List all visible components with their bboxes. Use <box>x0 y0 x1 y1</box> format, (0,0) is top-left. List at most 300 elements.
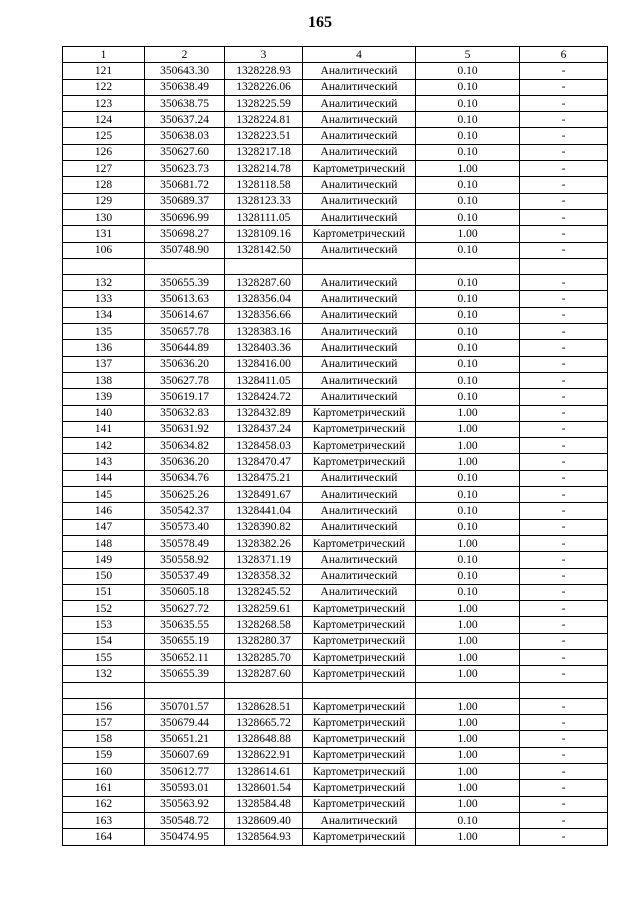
table-cell: 140 <box>63 405 145 421</box>
table-cell: - <box>520 633 608 649</box>
table-cell: 350631.92 <box>145 421 225 437</box>
table-cell: - <box>520 470 608 486</box>
table-cell: 1328214.78 <box>225 161 303 177</box>
table-cell: Картометрический <box>303 780 416 796</box>
table-cell <box>63 258 145 274</box>
table-cell: 0.10 <box>416 812 520 828</box>
table-cell: 147 <box>63 519 145 535</box>
table-cell: 1328491.67 <box>225 487 303 503</box>
table-cell: 350632.83 <box>145 405 225 421</box>
table-cell: 1.00 <box>416 698 520 714</box>
table-row <box>63 193 608 209</box>
table-cell: 350627.72 <box>145 601 225 617</box>
table-cell: 1328142.50 <box>225 242 303 258</box>
table-cell: 1328609.40 <box>225 812 303 828</box>
table-cell: 156 <box>63 698 145 714</box>
table-cell <box>63 682 145 698</box>
table-cell: Аналитический <box>303 552 416 568</box>
table-cell: 350701.57 <box>145 698 225 714</box>
table-row <box>63 226 608 242</box>
table-cell: - <box>520 780 608 796</box>
table-cell: Аналитический <box>303 144 416 160</box>
table-cell: 0.10 <box>416 112 520 128</box>
table-cell: 350607.69 <box>145 747 225 763</box>
table-cell: - <box>520 209 608 225</box>
table-cell: Аналитический <box>303 291 416 307</box>
table-cell: 146 <box>63 503 145 519</box>
table-cell: Аналитический <box>303 128 416 144</box>
table-cell: 0.10 <box>416 584 520 600</box>
table-cell: Картометрический <box>303 405 416 421</box>
table-cell: - <box>520 812 608 828</box>
table-cell: 1328224.81 <box>225 112 303 128</box>
table-cell: 151 <box>63 584 145 600</box>
table-cell: 350605.18 <box>145 584 225 600</box>
table-row <box>63 177 608 193</box>
table-cell: 350651.21 <box>145 731 225 747</box>
table-cell: 158 <box>63 731 145 747</box>
table-row <box>63 209 608 225</box>
table-cell: 1328458.03 <box>225 438 303 454</box>
table-cell: 145 <box>63 487 145 503</box>
table-cell: - <box>520 454 608 470</box>
table-cell: Картометрический <box>303 438 416 454</box>
table-cell: 0.10 <box>416 470 520 486</box>
table-cell: 0.10 <box>416 372 520 388</box>
column-header: 6 <box>520 47 608 63</box>
table-cell: 106 <box>63 242 145 258</box>
table-cell: 350625.26 <box>145 487 225 503</box>
table-cell: 350644.89 <box>145 340 225 356</box>
table-cell: 350614.67 <box>145 307 225 323</box>
table-row <box>63 780 608 796</box>
table-cell: - <box>520 405 608 421</box>
table-cell: 0.10 <box>416 519 520 535</box>
table-cell: Аналитический <box>303 79 416 95</box>
table-cell: 350634.76 <box>145 470 225 486</box>
table-row <box>63 764 608 780</box>
table-cell: 1.00 <box>416 764 520 780</box>
table-cell: - <box>520 698 608 714</box>
table-cell: - <box>520 275 608 291</box>
table-cell: 1328411.05 <box>225 372 303 388</box>
table-cell: 124 <box>63 112 145 128</box>
table-cell: 1328111.05 <box>225 209 303 225</box>
table-cell: 1328123.33 <box>225 193 303 209</box>
table-row <box>63 503 608 519</box>
table-row <box>63 682 608 698</box>
table-cell: 1.00 <box>416 633 520 649</box>
table-body <box>63 63 608 845</box>
table-cell: 161 <box>63 780 145 796</box>
table-row <box>63 161 608 177</box>
table-cell: 350698.27 <box>145 226 225 242</box>
table-cell: 152 <box>63 601 145 617</box>
table-cell: 1.00 <box>416 161 520 177</box>
table-cell: 130 <box>63 209 145 225</box>
table-cell: Картометрический <box>303 764 416 780</box>
table-cell: 1.00 <box>416 666 520 682</box>
table-cell: 1328424.72 <box>225 389 303 405</box>
table-cell: Картометрический <box>303 731 416 747</box>
table-row <box>63 291 608 307</box>
table-cell: 350635.55 <box>145 617 225 633</box>
table-cell: Аналитический <box>303 324 416 340</box>
table-cell: - <box>520 226 608 242</box>
table-cell: Картометрический <box>303 226 416 242</box>
table-cell: 350613.63 <box>145 291 225 307</box>
table-cell: Аналитический <box>303 812 416 828</box>
table-cell: 149 <box>63 552 145 568</box>
table-cell: 1328437.24 <box>225 421 303 437</box>
table-cell: 1328564.93 <box>225 829 303 845</box>
table-row <box>63 421 608 437</box>
table-cell: 1328285.70 <box>225 649 303 665</box>
table-cell: Аналитический <box>303 389 416 405</box>
table-cell: 136 <box>63 340 145 356</box>
table-cell: Картометрический <box>303 617 416 633</box>
table-cell: 1328584.48 <box>225 796 303 812</box>
table-cell: 1328371.19 <box>225 552 303 568</box>
table-cell: 153 <box>63 617 145 633</box>
table-cell: 1328432.89 <box>225 405 303 421</box>
table-row <box>63 79 608 95</box>
table-cell: - <box>520 731 608 747</box>
table-cell: 0.10 <box>416 242 520 258</box>
table-cell: 0.10 <box>416 340 520 356</box>
table-cell: 0.10 <box>416 307 520 323</box>
table-row <box>63 356 608 372</box>
table-row <box>63 829 608 845</box>
table-cell: - <box>520 764 608 780</box>
table-cell: - <box>520 796 608 812</box>
table-cell: 1.00 <box>416 421 520 437</box>
table-cell: 133 <box>63 291 145 307</box>
table-cell: Картометрический <box>303 796 416 812</box>
table-cell: Аналитический <box>303 372 416 388</box>
table-cell: 0.10 <box>416 568 520 584</box>
table-cell: 350638.03 <box>145 128 225 144</box>
table-cell: 0.10 <box>416 144 520 160</box>
table-cell: - <box>520 535 608 551</box>
table-cell: - <box>520 128 608 144</box>
table-cell: - <box>520 421 608 437</box>
table-cell: 1328622.91 <box>225 747 303 763</box>
table-cell <box>520 682 608 698</box>
table-cell: 350537.49 <box>145 568 225 584</box>
table-cell: 350542.37 <box>145 503 225 519</box>
table-cell: Картометрический <box>303 454 416 470</box>
table-cell: 1328382.26 <box>225 535 303 551</box>
table-cell: 1328358.32 <box>225 568 303 584</box>
table-cell: 162 <box>63 796 145 812</box>
table-cell: - <box>520 503 608 519</box>
table-cell: 350627.78 <box>145 372 225 388</box>
table-cell: - <box>520 666 608 682</box>
table-row <box>63 796 608 812</box>
table-row <box>63 258 608 274</box>
table-cell: 1328470.47 <box>225 454 303 470</box>
table-row <box>63 470 608 486</box>
table-cell: 1.00 <box>416 226 520 242</box>
table-cell: - <box>520 568 608 584</box>
table-cell: 164 <box>63 829 145 845</box>
table-cell: 350643.30 <box>145 63 225 79</box>
column-header: 4 <box>303 47 416 63</box>
table-cell: - <box>520 193 608 209</box>
table-row <box>63 535 608 551</box>
table-cell <box>145 682 225 698</box>
table-row <box>63 747 608 763</box>
table-cell: 1328268.58 <box>225 617 303 633</box>
table-cell: Картометрический <box>303 601 416 617</box>
table-row <box>63 568 608 584</box>
table-cell: 128 <box>63 177 145 193</box>
table-cell: Аналитический <box>303 487 416 503</box>
table-cell: 1328225.59 <box>225 95 303 111</box>
table-cell: 1.00 <box>416 438 520 454</box>
table-cell: 350558.92 <box>145 552 225 568</box>
column-header: 5 <box>416 47 520 63</box>
table-cell: Картометрический <box>303 421 416 437</box>
table-cell: - <box>520 307 608 323</box>
table-cell: 1.00 <box>416 796 520 812</box>
table-row <box>63 242 608 258</box>
table-cell: 121 <box>63 63 145 79</box>
table-cell: Картометрический <box>303 535 416 551</box>
table-cell: 135 <box>63 324 145 340</box>
table-cell: Аналитический <box>303 95 416 111</box>
table-cell: 1.00 <box>416 780 520 796</box>
table-cell: - <box>520 356 608 372</box>
table-cell: Аналитический <box>303 356 416 372</box>
table-cell: 1.00 <box>416 731 520 747</box>
table-cell: 1.00 <box>416 617 520 633</box>
table-cell: Картометрический <box>303 715 416 731</box>
table-cell: Картометрический <box>303 161 416 177</box>
table-cell: 0.10 <box>416 79 520 95</box>
column-header: 1 <box>63 47 145 63</box>
table-cell <box>416 682 520 698</box>
table-cell: Аналитический <box>303 503 416 519</box>
table-cell: 154 <box>63 633 145 649</box>
table-cell: 137 <box>63 356 145 372</box>
table-cell: 0.10 <box>416 128 520 144</box>
table-row <box>63 731 608 747</box>
table-cell: 144 <box>63 470 145 486</box>
table-cell: Аналитический <box>303 568 416 584</box>
table-row <box>63 519 608 535</box>
table-cell: Аналитический <box>303 177 416 193</box>
table-cell: 1.00 <box>416 454 520 470</box>
table-cell: 1328601.54 <box>225 780 303 796</box>
table-cell: 1328628.51 <box>225 698 303 714</box>
table-cell: 142 <box>63 438 145 454</box>
table-row <box>63 389 608 405</box>
table-cell: 131 <box>63 226 145 242</box>
table-cell: 1328648.88 <box>225 731 303 747</box>
table-row <box>63 128 608 144</box>
table-cell: 350619.17 <box>145 389 225 405</box>
table-cell: Аналитический <box>303 242 416 258</box>
table-cell: 0.10 <box>416 503 520 519</box>
table-cell: 1328259.61 <box>225 601 303 617</box>
table-cell: 350563.92 <box>145 796 225 812</box>
table-row <box>63 63 608 79</box>
table-cell: Аналитический <box>303 519 416 535</box>
table-cell: 157 <box>63 715 145 731</box>
table-cell: - <box>520 161 608 177</box>
table-row <box>63 307 608 323</box>
table-cell: 350578.49 <box>145 535 225 551</box>
table-row <box>63 112 608 128</box>
table-cell: 350689.37 <box>145 193 225 209</box>
table-cell: 1328614.61 <box>225 764 303 780</box>
table-cell: 1328416.00 <box>225 356 303 372</box>
table-cell: 1.00 <box>416 829 520 845</box>
table-cell <box>303 682 416 698</box>
table-cell: Картометрический <box>303 747 416 763</box>
table-cell: - <box>520 291 608 307</box>
table-cell: - <box>520 144 608 160</box>
table-cell: Аналитический <box>303 63 416 79</box>
table-cell: 148 <box>63 535 145 551</box>
table-cell: 1328356.66 <box>225 307 303 323</box>
table-row <box>63 552 608 568</box>
table-cell: 139 <box>63 389 145 405</box>
table-cell: 350657.78 <box>145 324 225 340</box>
table-cell: 350634.82 <box>145 438 225 454</box>
table-cell: - <box>520 79 608 95</box>
table-row <box>63 324 608 340</box>
table-cell: 1328441.04 <box>225 503 303 519</box>
table-row <box>63 95 608 111</box>
table-cell: 1.00 <box>416 405 520 421</box>
table-row <box>63 617 608 633</box>
table-cell: 1328356.04 <box>225 291 303 307</box>
table-cell: 1328665.72 <box>225 715 303 731</box>
table-cell: Аналитический <box>303 307 416 323</box>
column-header: 2 <box>145 47 225 63</box>
table-cell: 1.00 <box>416 535 520 551</box>
table-cell <box>145 258 225 274</box>
table-cell: Аналитический <box>303 470 416 486</box>
table-cell <box>303 258 416 274</box>
table-cell <box>225 682 303 698</box>
table-cell: 1328109.16 <box>225 226 303 242</box>
table-cell: 350638.75 <box>145 95 225 111</box>
table-cell: - <box>520 95 608 111</box>
table-cell: - <box>520 552 608 568</box>
table-cell: 159 <box>63 747 145 763</box>
table-cell: 1328280.37 <box>225 633 303 649</box>
coordinates-table <box>62 46 608 846</box>
page-number: 165 <box>308 14 332 31</box>
table-row <box>63 812 608 828</box>
column-header: 3 <box>225 47 303 63</box>
table-cell: - <box>520 617 608 633</box>
table-cell: 350655.19 <box>145 633 225 649</box>
table-cell: 1.00 <box>416 747 520 763</box>
table-cell: 123 <box>63 95 145 111</box>
table-row <box>63 487 608 503</box>
table-cell: 350696.99 <box>145 209 225 225</box>
table-cell: 1328118.58 <box>225 177 303 193</box>
table-cell: 0.10 <box>416 177 520 193</box>
table-cell: 1328217.18 <box>225 144 303 160</box>
table-cell: Картометрический <box>303 649 416 665</box>
table-cell: 350548.72 <box>145 812 225 828</box>
table-cell <box>520 258 608 274</box>
table-cell: Аналитический <box>303 193 416 209</box>
table-cell: 350612.77 <box>145 764 225 780</box>
table-cell: 160 <box>63 764 145 780</box>
table-cell: 125 <box>63 128 145 144</box>
table-cell: 132 <box>63 666 145 682</box>
table-header-row <box>63 47 608 63</box>
table-cell: - <box>520 649 608 665</box>
table-cell: 129 <box>63 193 145 209</box>
table-cell: 1.00 <box>416 601 520 617</box>
table-cell: 0.10 <box>416 209 520 225</box>
table-cell: 122 <box>63 79 145 95</box>
table-row <box>63 698 608 714</box>
table-cell: 350636.20 <box>145 454 225 470</box>
table-cell: 350679.44 <box>145 715 225 731</box>
table-cell: 1328245.52 <box>225 584 303 600</box>
table-cell: - <box>520 747 608 763</box>
table-cell: - <box>520 438 608 454</box>
table-row <box>63 649 608 665</box>
table-cell: 1.00 <box>416 715 520 731</box>
table-cell: - <box>520 112 608 128</box>
table-cell: 350681.72 <box>145 177 225 193</box>
table-cell: 1328383.16 <box>225 324 303 340</box>
table-cell: - <box>520 340 608 356</box>
table-cell: 0.10 <box>416 95 520 111</box>
table-cell: 1328390.82 <box>225 519 303 535</box>
table-cell: 350623.73 <box>145 161 225 177</box>
table-cell: 0.10 <box>416 356 520 372</box>
table-cell: - <box>520 242 608 258</box>
table-cell: 1328287.60 <box>225 275 303 291</box>
table-cell: 350627.60 <box>145 144 225 160</box>
table-cell: 138 <box>63 372 145 388</box>
table-cell: 0.10 <box>416 63 520 79</box>
table-cell: 350748.90 <box>145 242 225 258</box>
table-row <box>63 715 608 731</box>
table-cell: 0.10 <box>416 324 520 340</box>
table-cell: - <box>520 829 608 845</box>
table-row <box>63 405 608 421</box>
table-cell: - <box>520 389 608 405</box>
table-cell: 0.10 <box>416 275 520 291</box>
table-row <box>63 601 608 617</box>
table-cell: 163 <box>63 812 145 828</box>
table-row <box>63 666 608 682</box>
table-row <box>63 144 608 160</box>
table-cell: Картометрический <box>303 698 416 714</box>
table-cell <box>225 258 303 274</box>
table-row <box>63 438 608 454</box>
table-cell: 1328403.36 <box>225 340 303 356</box>
table-cell: 1328226.06 <box>225 79 303 95</box>
table-cell: 0.10 <box>416 389 520 405</box>
table-row <box>63 454 608 470</box>
table-row <box>63 275 608 291</box>
table-cell: Картометрический <box>303 829 416 845</box>
table-row <box>63 633 608 649</box>
